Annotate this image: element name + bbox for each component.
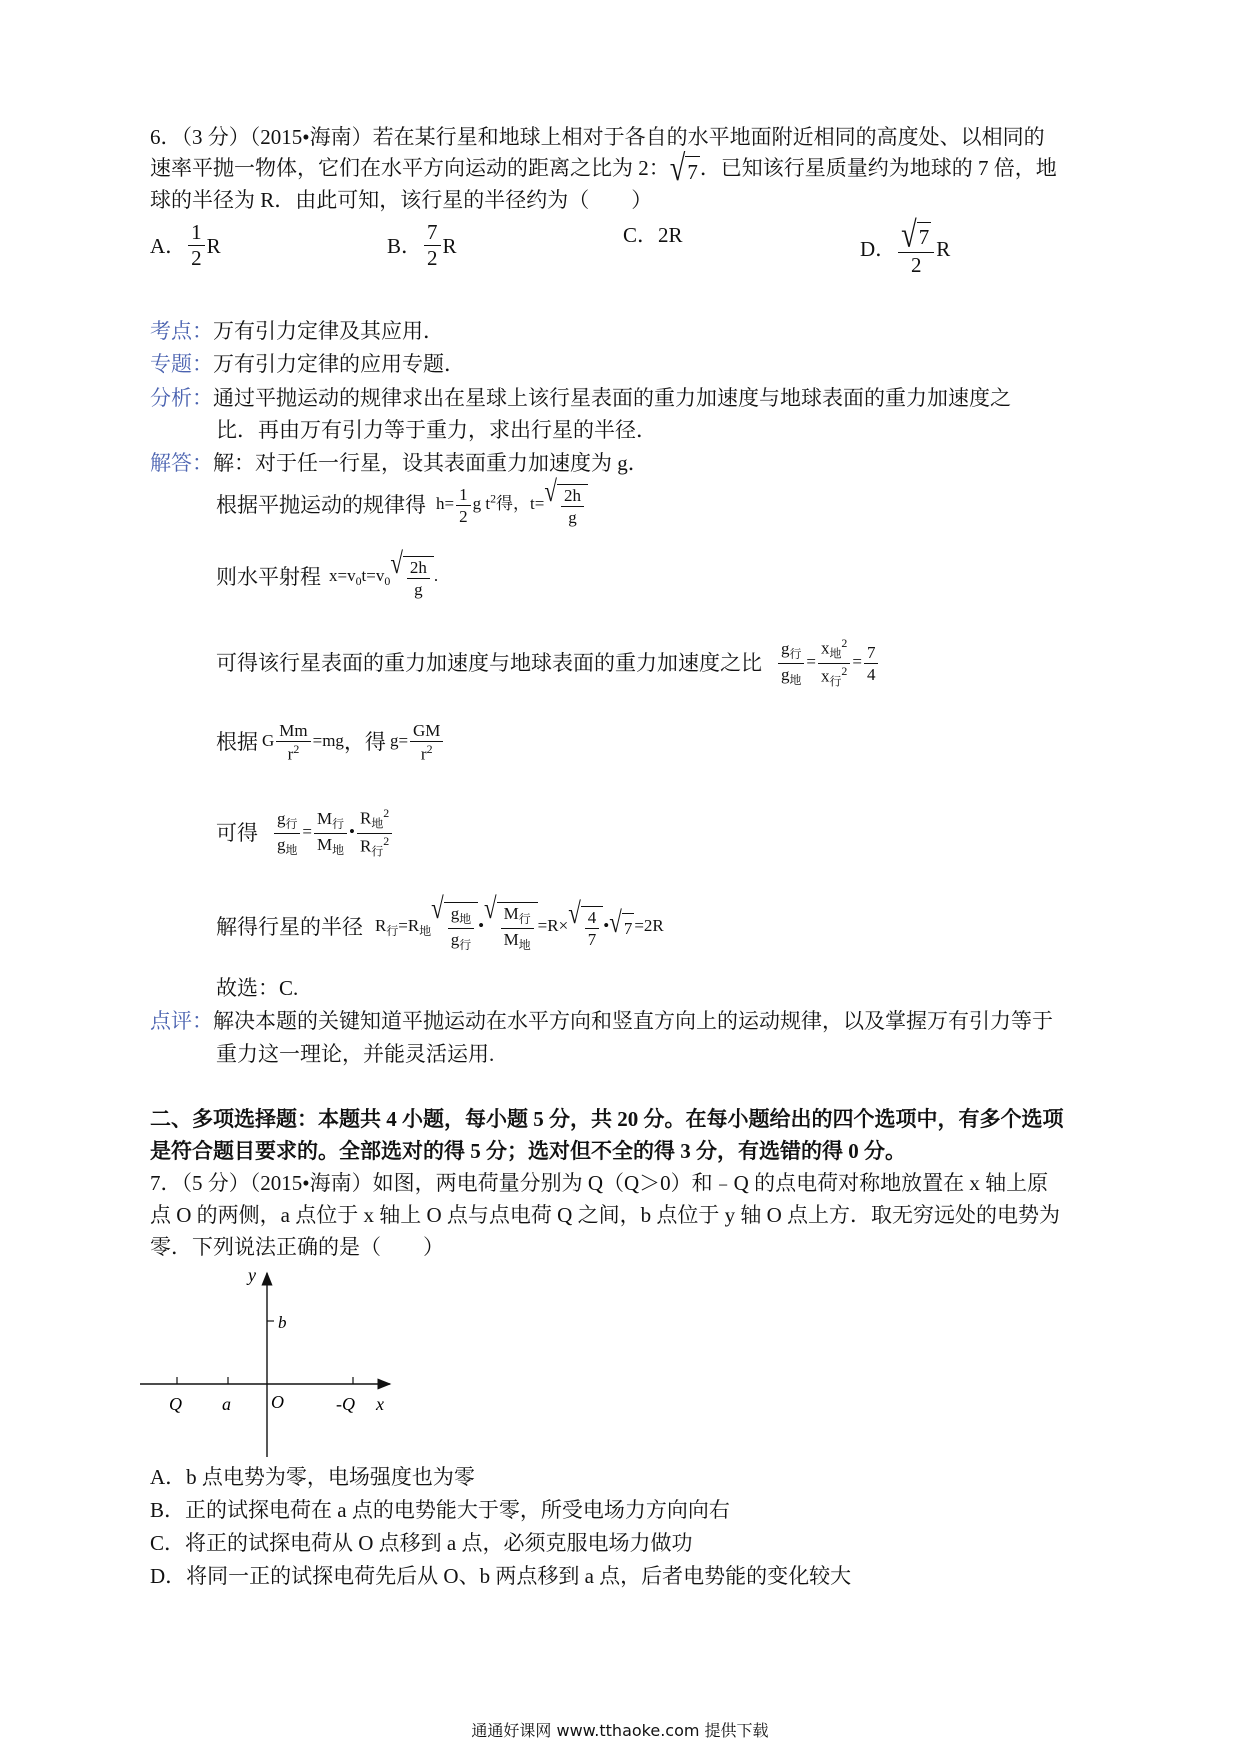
- option-b-fraction: [424, 222, 441, 269]
- kaodian-text: 万有引力定律及其应用．: [213, 319, 444, 343]
- frac-den: 2: [910, 253, 922, 278]
- jieda-line1: 解：对于任一行星，设其表面重力加速度为 g．: [213, 451, 649, 475]
- dianping-line1: 解决本题的关键知道平抛运动在水平方向和竖直方向上的运动规律，以及掌握万有引力等于: [213, 1009, 1053, 1033]
- charge-axis-diagram: [140, 1265, 400, 1460]
- y-label: y: [248, 1265, 256, 1285]
- guxuan: 故选：C.: [216, 976, 299, 1000]
- q6-stem-line1: 6．（3 分）（2015•海南）若在某行星和地球上相对于各自的水平地面附近相同的高度处、以相同的: [150, 125, 1045, 149]
- fenxi-row: [150, 385, 1011, 411]
- option-d-fraction: [898, 215, 934, 278]
- frac-den: 2: [191, 246, 202, 270]
- option-d-label: D．: [860, 237, 897, 262]
- option-c-label: C．: [623, 223, 659, 247]
- zhuanti-row: [150, 351, 465, 377]
- step3-text: 可得该行星表面的重力加速度与地球表面的重力加速度之比: [216, 651, 762, 676]
- step5: [216, 808, 394, 858]
- dianping-row: [150, 1008, 1053, 1034]
- q6-option-c: [623, 222, 683, 248]
- q7-option-d: D．将同一正的试探电荷先后从 O、b 两点移到 a 点，后者电势能的变化较大: [150, 1564, 852, 1588]
- step5-text: 可得: [216, 821, 258, 846]
- option-a-label: A．: [150, 233, 187, 258]
- q7-stem-line3: 零．下列说法正确的是（ ）: [150, 1235, 444, 1259]
- option-a-fraction: [188, 222, 205, 269]
- step4-mid: ，得: [343, 730, 386, 755]
- step6-text: 解得行星的半径: [216, 915, 363, 940]
- jieda-label: 解答：: [150, 451, 213, 475]
- step1-formula: h= $\frac{1}{2}$ g $t^2$得，t= √ $\frac{2h}{g}$: [436, 484, 588, 526]
- option-b-suffix: R: [442, 233, 457, 258]
- q7-stem-line1: 7．（5 分）（2015•海南）如图，两电荷量分别为 Q（Q＞0）和﹣Q 的点电荷对称地放置在 x 轴上原: [150, 1171, 1049, 1195]
- q7-option-a: A．b 点电势为零，电场强度也为零: [150, 1465, 475, 1489]
- q6-stem-line2-pre: 速率平抛一物体，它们在水平方向运动的距离之比为 2：: [150, 156, 670, 180]
- section2-header-line2: 是符合题目要求的。全部选对的得 5 分；选对但不全的得 3 分，有选错的得 0 分。: [150, 1139, 906, 1163]
- fenxi-label: 分析：: [150, 386, 213, 410]
- step5-formula: $\frac{g_行}{g_地}$ = $\frac{M_行}{M_地}$ • $\frac{R_地^2}{R_行^2}$: [272, 808, 394, 858]
- sqrt-7: √ 7: [669, 148, 698, 190]
- step6: [216, 891, 664, 953]
- step1-text: 根据平抛运动的规律得: [216, 493, 426, 517]
- a-label: a: [222, 1394, 231, 1414]
- step3: [216, 638, 880, 688]
- q6-option-a: [150, 222, 221, 269]
- q7-stem-line2: 点 O 的两侧，a 点位于 x 轴上 O 点与点电荷 Q 之间，b 点位于 y 轴 O 点上方．取无穷远处的电势为: [150, 1203, 1060, 1227]
- q6-stem-line3: 球的半径为 R．由此可知，该行星的半径约为（ ）: [150, 188, 653, 212]
- q6-option-d: [860, 215, 951, 278]
- jieda-row: [150, 450, 649, 476]
- Q-label: Q: [169, 1394, 182, 1414]
- step4-formula-b: g= $\frac{GM}{r^2}$: [390, 722, 446, 763]
- step2-formula: $x=v_0t=v_0$ √ $\frac{2h}{g}$ .: [329, 547, 439, 599]
- step4: [216, 722, 445, 763]
- step4-text: 根据: [216, 730, 258, 755]
- option-b-label: B．: [387, 233, 423, 258]
- step4-formula-a: G $\frac{Mm}{r^2}$ =mg: [262, 721, 344, 764]
- fenxi-line1: 通过平抛运动的规律求出在星球上该行星表面的重力加速度与地球表面的重力加速度之: [213, 386, 1011, 410]
- option-d-suffix: R: [936, 237, 951, 262]
- negQ-label: -Q: [336, 1394, 355, 1414]
- step3-formula: $\frac{g_行}{g_地}$ = $\frac{x_地^2}{x_行^2}$ = $\frac{7}{4}$: [776, 638, 880, 688]
- frac-num: 1: [188, 222, 205, 246]
- zhuanti-label: 专题：: [150, 352, 213, 376]
- kaodian-row: [150, 318, 444, 344]
- sqrt-radicand: 7: [917, 222, 932, 250]
- frac-num: 7: [424, 222, 441, 246]
- dianping-label: 点评：: [150, 1009, 213, 1033]
- b-label: b: [278, 1313, 287, 1332]
- fenxi-line2: 比．再由万有引力等于重力，求出行星的半径．: [216, 418, 657, 442]
- footer-text: 通通好课网 www.tthaoke.com 提供下载: [471, 1721, 769, 1740]
- zhuanti-text: 万有引力定律的应用专题．: [213, 352, 465, 376]
- option-c-text: 2R: [658, 223, 683, 247]
- q7-option-b: B．正的试探电荷在 a 点的电势能大于零，所受电场力方向向右: [150, 1498, 730, 1522]
- option-a-suffix: R: [206, 233, 221, 258]
- step6-formula: $R_行=R_地$ √ $\frac{g_地}{g_行}$ • √ $\frac{M_行}{M_地}$ =R× √ $\frac{4}{7}$ • √ 7 =2R: [375, 891, 664, 953]
- section2-header-line1: 二、多项选择题：本题共 4 小题，每小题 5 分，共 20 分。在每小题给出的四个选项中，有多个选项: [150, 1107, 1064, 1131]
- q7-option-c: C．将正的试探电荷从 O 点移到 a 点，必须克服电场力做功: [150, 1531, 693, 1555]
- kaodian-label: 考点：: [150, 319, 213, 343]
- step2: [216, 547, 439, 599]
- dianping-line2: 重力这一理论，并能灵活运用.: [216, 1042, 495, 1066]
- step2-text: 则水平射程: [216, 565, 321, 589]
- sqrt-7-radicand: 7: [685, 156, 700, 185]
- O-label: O: [271, 1392, 284, 1412]
- step1: [216, 475, 588, 527]
- q6-option-b: [387, 222, 457, 269]
- x-label: x: [376, 1394, 384, 1414]
- frac-num: √ 7: [898, 222, 934, 253]
- q6-stem-line2: [150, 148, 1057, 190]
- frac-den: 2: [427, 246, 438, 270]
- q6-stem-line2-post: ．已知该行星质量约为地球的 7 倍，地: [699, 156, 1057, 180]
